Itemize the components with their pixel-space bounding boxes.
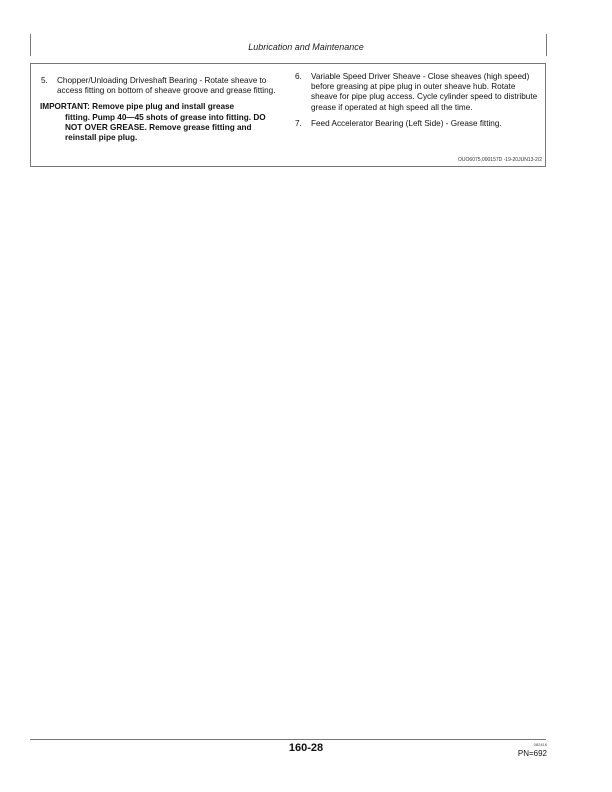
item-number: 7.: [295, 118, 302, 128]
footer-code: 082416: [533, 742, 547, 747]
page-number: 160-28: [288, 742, 324, 754]
list-item-6: [295, 72, 540, 113]
right-column: [295, 72, 540, 135]
important-notice: [40, 102, 281, 143]
item-text: Chopper/Unloading Driveshaft Bearing - Rotate sheave to access fitting on bottom of sheave groove and grease fitting.: [57, 76, 276, 96]
important-text-first: Remove pipe plug and install grease: [92, 102, 235, 112]
item-number: 5.: [41, 76, 48, 85]
important-text: fitting. Pump 40—45 shots of grease into fitting. DO NOT OVER GREASE. Remove grease fitting and reinstall pipe plug.: [65, 112, 266, 143]
important-label: IMPORTANT:: [40, 102, 90, 112]
reference-code: OUO6075,000157D -19-20JUN13-2/2: [458, 157, 542, 163]
pn-label: PN=692: [517, 749, 547, 758]
section-title: Lubrication and Maintenance: [248, 42, 364, 52]
item-number: 6.: [295, 72, 302, 81]
left-column: [41, 76, 281, 143]
list-item-5: [41, 76, 281, 96]
footer-divider: [30, 739, 546, 740]
item-text: Feed Accelerator Bearing (Left Side) - Grease fitting.: [311, 118, 502, 128]
item-text: Variable Speed Driver Sheave - Close sheaves (high speed) before greasing at pipe plug in outer sheave hub. Rotate sheave for pipe plug access. Cycle cylinder speed to distribute grease if operated at high speed all the time.: [311, 72, 538, 112]
list-item-7: [295, 119, 540, 129]
